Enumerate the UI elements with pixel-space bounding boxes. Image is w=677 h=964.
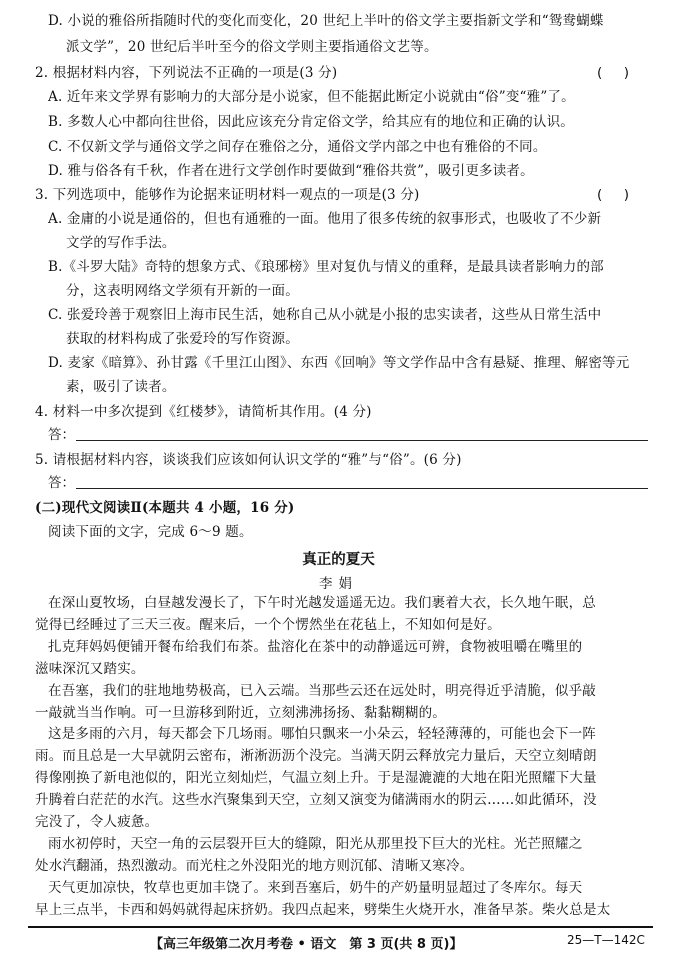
passage-line: 滋味深沉又踏实。 xyxy=(35,660,145,677)
q4-answer-label: 答： xyxy=(48,427,75,443)
exam-code: 25—T—142C xyxy=(567,933,645,947)
passage-line: 在吾塞，我们的驻地地势极高，已入云端。当那些云还在远处时，明亮得近乎清脆，似乎敲 xyxy=(48,682,596,699)
q3-option-c-line1: C. 张爱玲善于观察旧上海市民生活，她称自己从小就是小报的忠实读者，这些从日常生活中 xyxy=(48,307,602,323)
passage-line: 觉得已经睡过了三天三夜。醒来后，一个个愣然坐在花毡上，不知如何是好。 xyxy=(35,616,501,633)
passage-line: 在深山夏牧场，白昼越发漫长了，下午时光越发遥遥无边。我们裹着大衣，长久地午眠，总 xyxy=(48,595,596,611)
q3-option-d-line1: D. 麦家《暗算》、孙甘露《千里江山图》、东西《回响》等文学作品中含有悬疑、推理、解密等元 xyxy=(48,355,630,371)
q5-answer-label: 答： xyxy=(48,475,75,491)
q3-option-d-line2: 素，吸引了读者。 xyxy=(66,379,176,395)
q3-option-b-line2: 分，这表明网络文学须有开新的一面。 xyxy=(66,283,299,299)
q2-option-a: A. 近年来文学界有影响力的大部分是小说家，但不能据此断定小说就由“俗”变“雅”了。 xyxy=(48,89,575,105)
q3-stem: 3. 下列选项中，能够作为论据来证明材料一观点的一项是(3 分) xyxy=(35,187,420,203)
q5-stem: 5. 请根据材料内容，谈谈我们应该如何认识文学的“雅”与“俗”。(6 分) xyxy=(35,452,462,468)
q1-option-d-line2: 派文学”，20 世纪后半叶至今的俗文学则主要指通俗文艺等。 xyxy=(66,39,438,55)
passage-line: 扎克拜妈妈便铺开餐布给我们布茶。盐溶化在茶中的动静遥远可辨，食物被咀嚼在嘴里的 xyxy=(48,638,583,655)
passage-line: 雨水初停时，天空一角的云层裂开巨大的缝隙，阳光从那里投下巨大的光柱。光芒照耀之 xyxy=(48,835,583,852)
passage-line: 这是多雨的六月，每天都会下几场雨。哪怕只飘来一小朵云，轻轻薄薄的，可能也会下一阵 xyxy=(48,726,596,743)
passage-line: 处水汽翻涌，热烈激动。而光柱之外没阳光的地方则沉郁、清晰又寒冷。 xyxy=(35,857,474,874)
page-footer: 【高三年级第二次月考卷 • 语文 第 3 页(共 8 页)】 xyxy=(150,937,463,952)
passage-line: 早上三点半，卡西和妈妈就得起床挤奶。我四点起来，劈柴生火烧开水，准备早茶。柴火总是太 xyxy=(35,901,611,918)
passage-title: 真正的夏天 xyxy=(302,552,375,568)
passage-line: 天气更加凉快，牧草也更加丰饶了。来到吾塞后，奶牛的产奶量明显超过了冬库尔。每天 xyxy=(48,879,583,896)
passage-line: 雨。而且总是一大早就阴云密布，淅淅沥沥个没完。当满天阴云释放完力量后，天空立刻晴朗 xyxy=(35,748,597,765)
q2-option-c: C. 不仅新文学与通俗文学之间存在雅俗之分，通俗文学内部之中也有雅俗的不同。 xyxy=(48,139,547,155)
passage-line: 完没了，令人疲惫。 xyxy=(35,814,159,830)
q3-option-a-line2: 文学的写作手法。 xyxy=(66,235,176,251)
q4-stem: 4. 材料一中多次提到《红楼梦》，请简析其作用。(4 分) xyxy=(35,404,372,420)
passage-line: 升腾着白茫茫的水汽。这些水汽聚集到天空，立刻又演变为储满雨水的阴云……如此循环，没 xyxy=(35,792,597,809)
q2-option-d: D. 雅与俗各有千秋，作者在进行文学创作时要做到“雅俗共赏”，吸引更多读者。 xyxy=(48,163,534,179)
q4-answer-line[interactable] xyxy=(76,440,648,441)
section2-heading: (二)现代文阅读Ⅱ(本题共 4 小题，16 分) xyxy=(35,500,295,516)
q2-option-b: B. 多数人心中都向往世俗，因此应该充分肯定俗文学，给其应有的地位和正确的认识。 xyxy=(48,114,575,130)
passage-line: 得像刚换了新电池似的，阳光立刻灿烂，气温立刻上升。于是湿漉漉的大地在阳光照耀下大量 xyxy=(35,770,597,787)
q3-answer-paren[interactable]: ( ) xyxy=(597,187,629,203)
section2-instruction: 阅读下面的文字，完成 6～9 题。 xyxy=(48,524,253,540)
footer-divider xyxy=(28,926,653,928)
passage-line: 一敲就当当作响。可一旦游移到附近，立刻沸沸扬扬、黏黏糊糊的。 xyxy=(35,704,446,721)
passage-author: 李娟 xyxy=(319,576,358,592)
q3-option-a-line1: A. 金庸的小说是通俗的，但也有通雅的一面。他用了很多传统的叙事形式，也吸收了不少新 xyxy=(48,211,602,227)
q2-stem: 2. 根据材料内容，下列说法不正确的一项是(3 分) xyxy=(35,65,338,81)
q5-answer-line[interactable] xyxy=(76,488,648,489)
q3-option-c-line2: 获取的材料构成了张爱玲的写作资源。 xyxy=(66,331,299,347)
q1-option-d-line1: D. 小说的雅俗所指随时代的变化而变化，20 世纪上半叶的俗文学主要指新文学和“鸳鸯蝴蝶 xyxy=(48,13,604,29)
q2-answer-paren[interactable]: ( ) xyxy=(597,65,629,81)
q3-option-b-line1: B.《斗罗大陆》奇特的想象方式、《琅琊榜》里对复仇与情义的重释，是最具读者影响力的部 xyxy=(48,259,604,275)
